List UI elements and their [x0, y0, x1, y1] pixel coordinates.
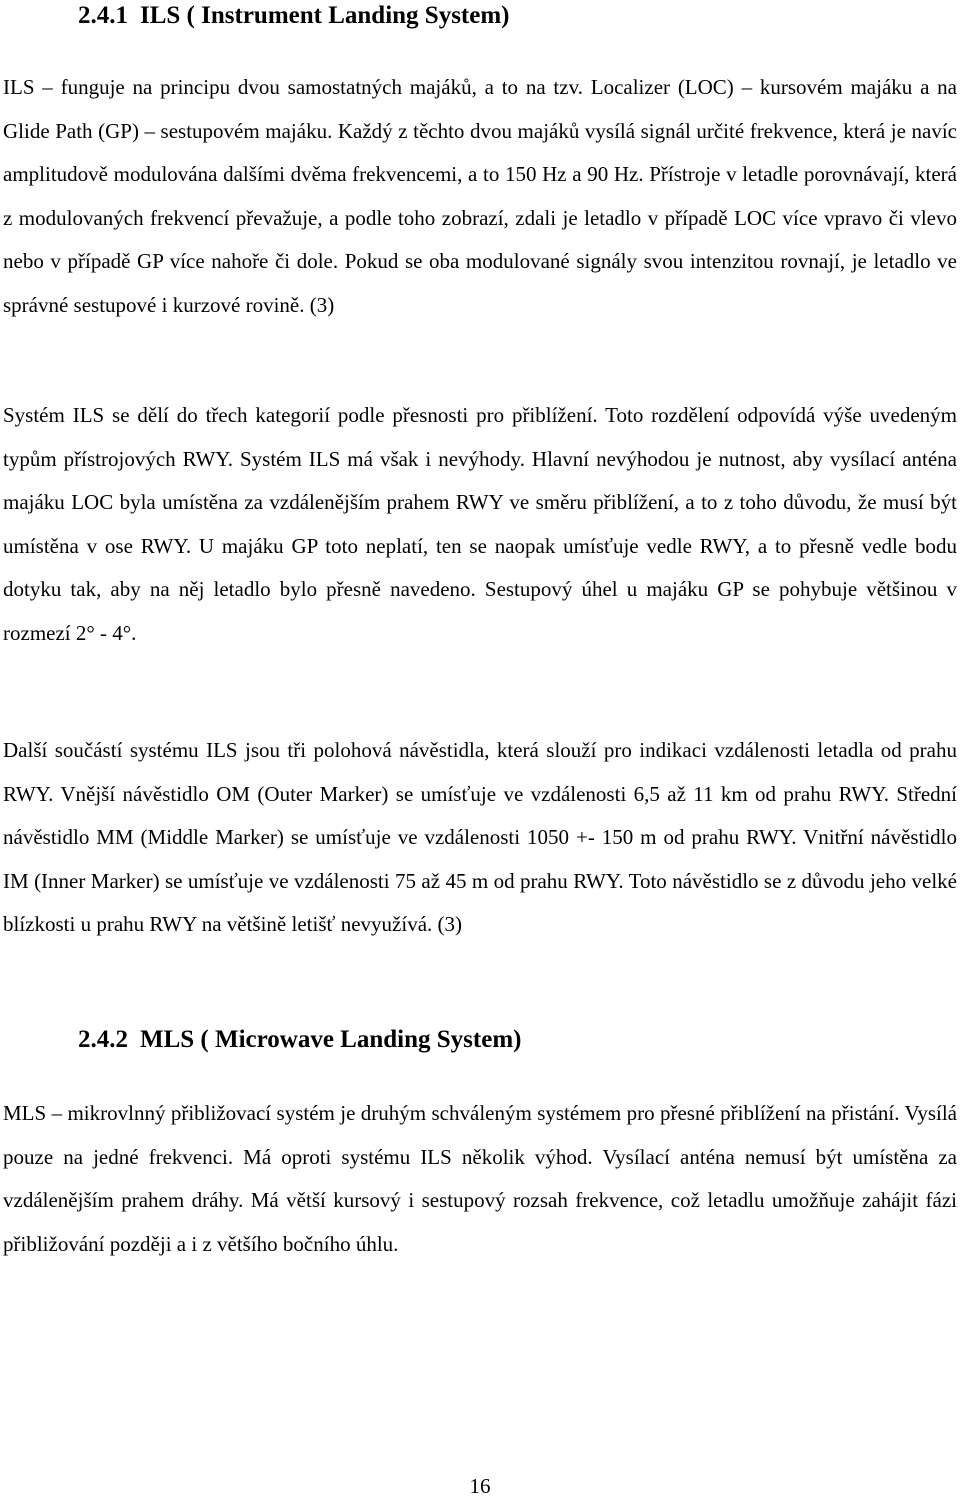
section-number: 2.4.1 [78, 2, 128, 29]
section-heading-ils [78, 1, 510, 31]
paragraph-ils-categories: Systém ILS se dělí do třech kategorií podle přesnosti pro přiblížení. Toto rozdělení odpovídá výše uvedeným typům přístrojových RWY. Systém ILS má však i nevýhody. Hlavní nevýhodou je nutnost, aby vysílací anténa majáku LOC byla umístěna za vzdálenějším prahem RWY ve směru přiblížení, a to z toho důvodu, že musí být umístěna v ose RWY. U majáku GP toto neplatí, ten se naopak umísťuje vedle RWY, a to přesně vedle bodu dotyku tak, aby na něj letadlo bylo přesně navedeno. Sestupový úhel u majáku GP se pohybuje většinou v rozmezí 2° - 4°. [3, 403, 957, 645]
paragraph-mls: MLS – mikrovlnný přibližovací systém je druhým schváleným systémem pro přesné přiblížení na přistání. Vysílá pouze na jedné frekvenci. Má oproti systému ILS několik výhod. Vysílací anténa nemusí být umístěna za vzdálenějším prahem dráhy. Má větší kursový i sestupový rozsah frekvence, což letadlu umožňuje zahájit fázi přibližování později a i z většího bočního úhlu. [3, 1101, 957, 1256]
page-number: 16 [469, 1474, 491, 1498]
section-heading-mls [78, 1025, 521, 1055]
section-number: 2.4.2 [78, 1026, 128, 1053]
paragraph-ils-principle: ILS – funguje na principu dvou samostatných majáků, a to na tzv. Localizer (LOC) – kursovém majáku a na Glide Path (GP) – sestupovém majáku. Každý z těchto dvou majáků vysílá signál určité frekvence, která je navíc amplitudově modulována dalšími dvěma frekvencemi, a to 150 Hz a 90 Hz. Přístroje v letadle porovnávají, která z modulovaných frekvencí převažuje, a podle toho zobrazí, zdali je letadlo v případě LOC více vpravo či vlevo nebo v případě GP více nahoře či dole. Pokud se oba modulované signály svou intenzitou rovnají, je letadlo ve správné sestupové i kurzové rovině. (3) [3, 75, 957, 317]
paragraph-ils-markers: Další součástí systému ILS jsou tři polohová návěstidla, která slouží pro indikaci vzdálenosti letadla od prahu RWY. Vnější návěstidlo OM (Outer Marker) se umísťuje ve vzdálenosti 6,5 až 11 km od prahu RWY. Střední návěstidlo MM (Middle Marker) se umísťuje ve vzdálenosti 1050 +- 150 m od prahu RWY. Vnitřní návěstidlo IM (Inner Marker) se umísťuje ve vzdálenosti 75 až 45 m od prahu RWY. Toto návěstidlo se z důvodu jeho velké blízkosti u prahu RWY na většině letišť nevyužívá. (3) [3, 738, 957, 937]
section-title: MLS ( Microwave Landing System) [140, 1026, 522, 1053]
section-title: ILS ( Instrument Landing System) [140, 2, 510, 29]
